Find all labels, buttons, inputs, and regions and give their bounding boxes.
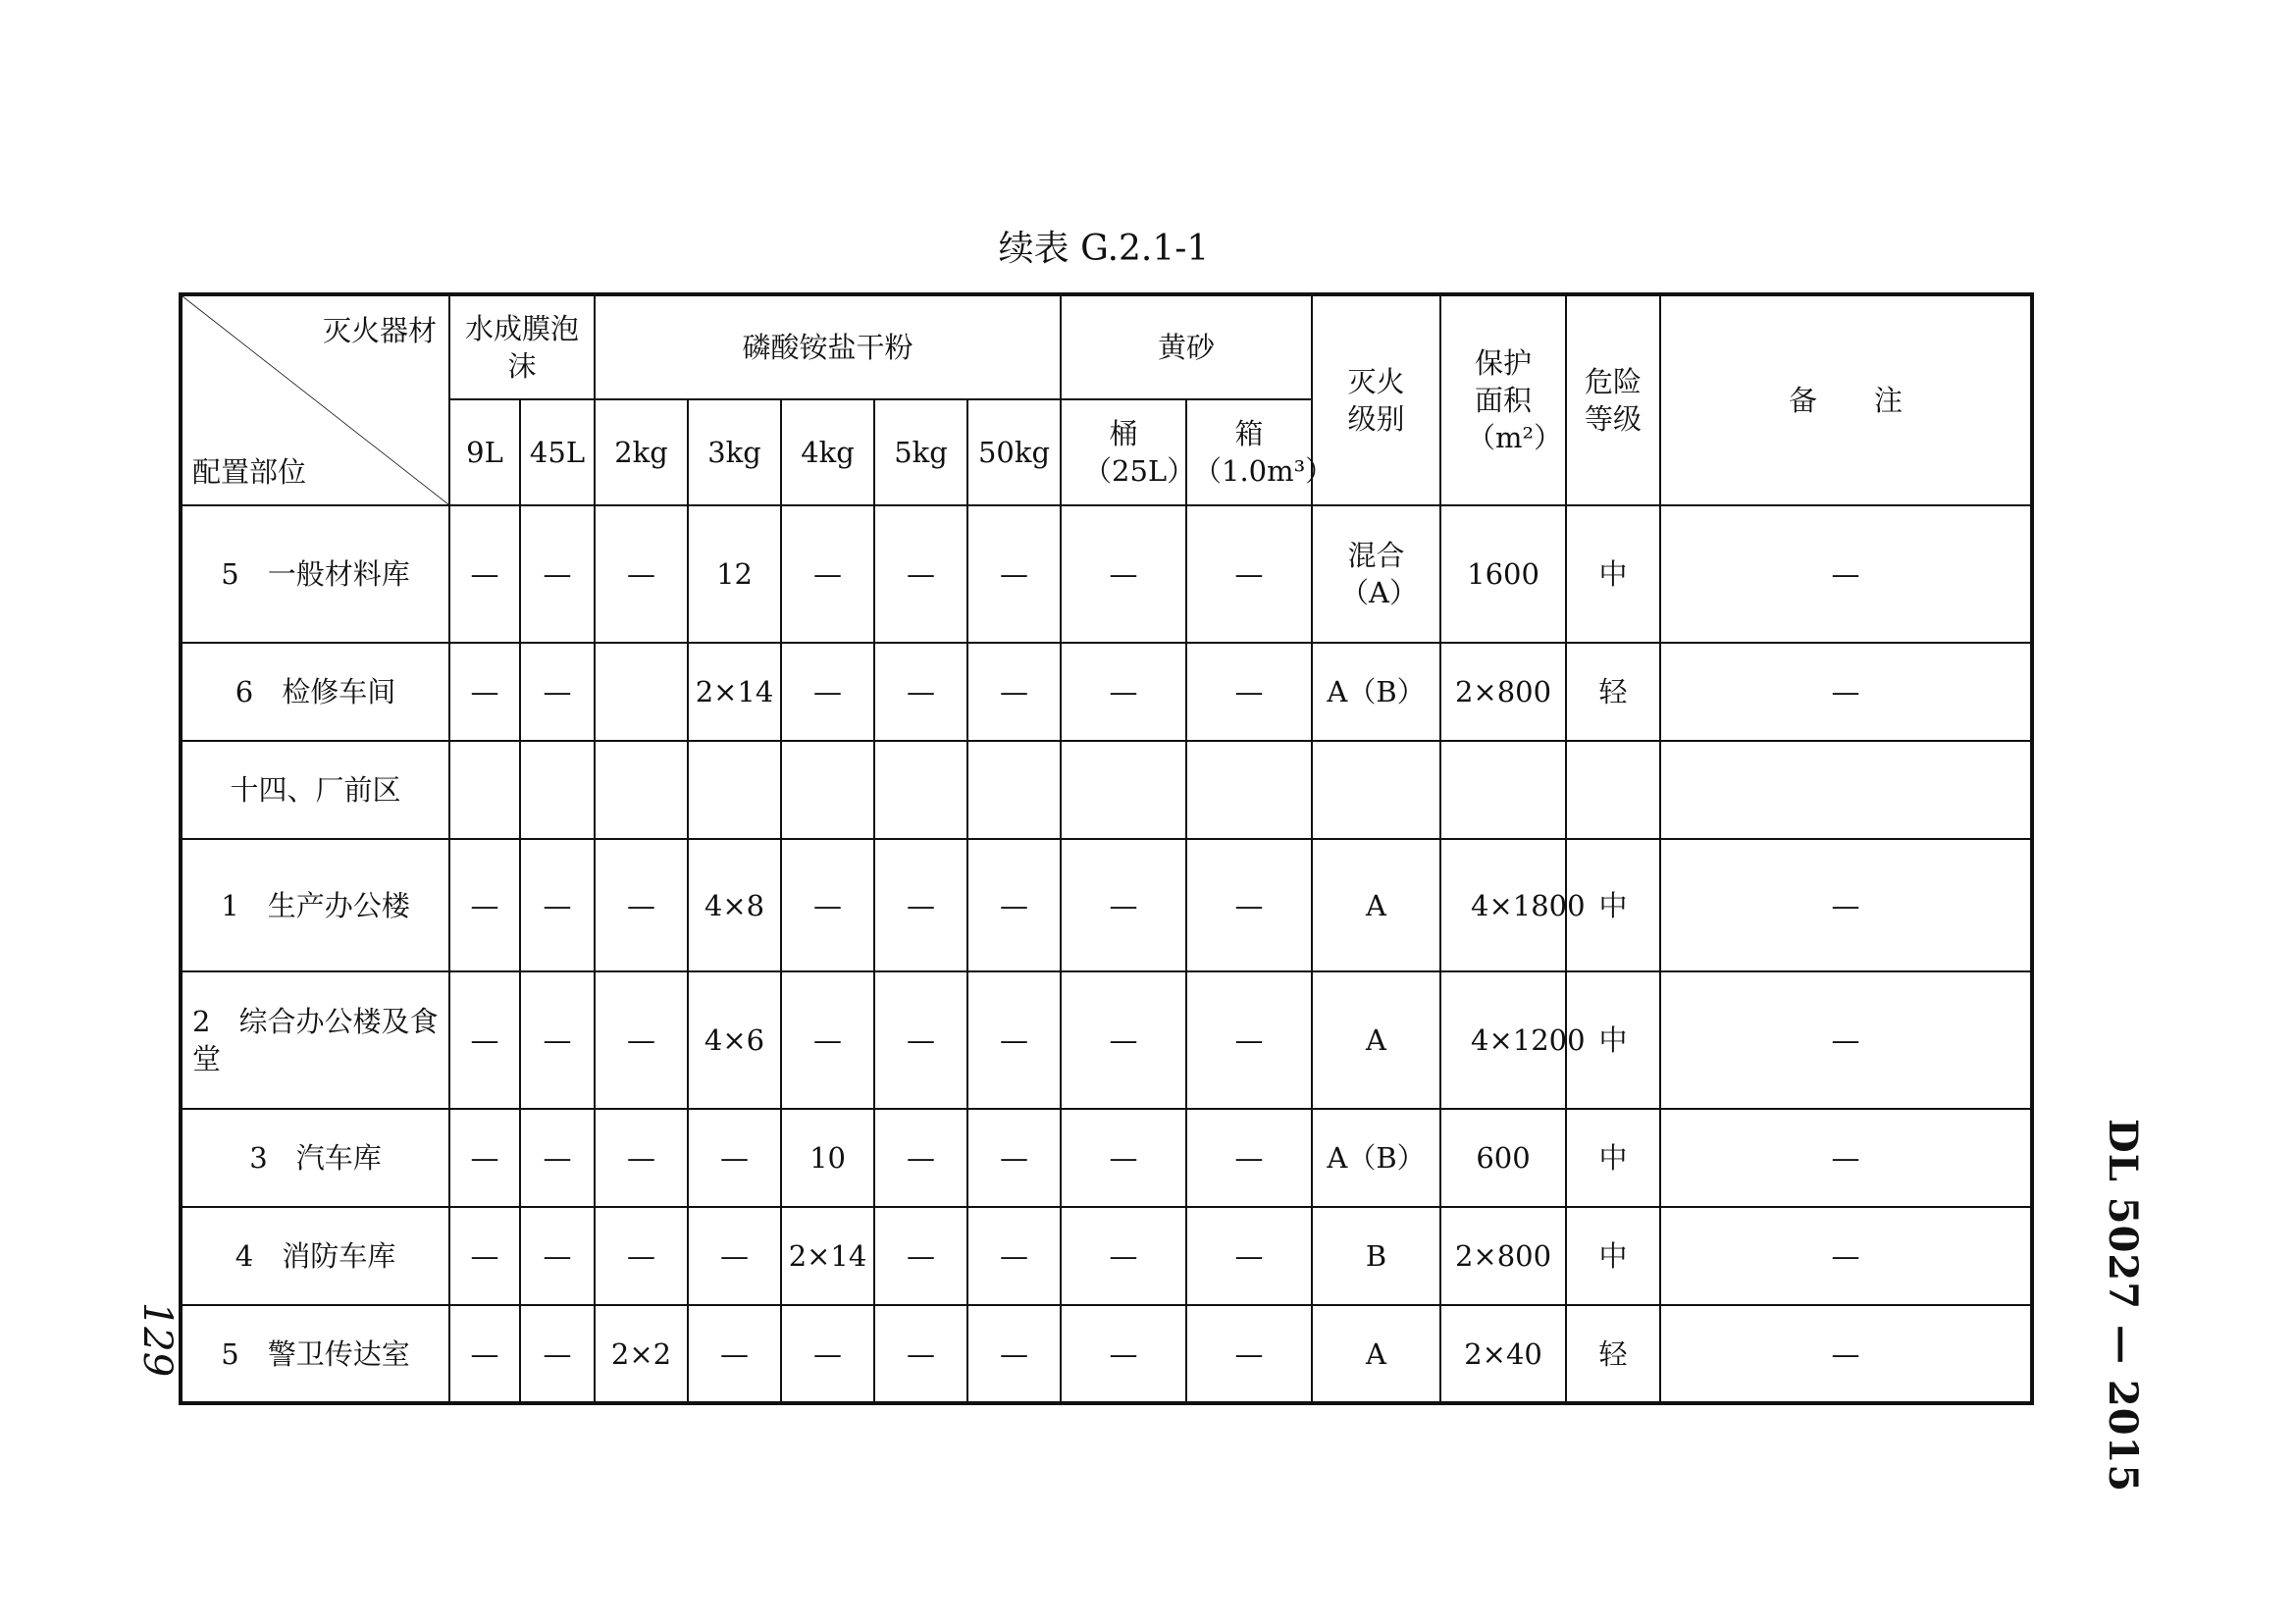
- empty-cell: [874, 741, 967, 839]
- data-cell: —: [781, 505, 874, 643]
- data-cell: —: [688, 1109, 781, 1207]
- data-cell: 2×2: [595, 1305, 688, 1403]
- data-cell: —: [1186, 505, 1312, 643]
- empty-cell: [688, 741, 781, 839]
- data-cell: —: [1186, 971, 1312, 1109]
- fire-class-cell: 混合（A）: [1312, 505, 1440, 643]
- header-area: 保护面积（m²）: [1440, 294, 1566, 505]
- header-remarks: 备 注: [1660, 294, 2032, 505]
- area-cell: 4×1200: [1440, 971, 1566, 1109]
- table-row: [181, 1109, 2032, 1207]
- data-cell: —: [1061, 1207, 1186, 1305]
- empty-cell: [1566, 741, 1660, 839]
- data-cell: —: [1061, 971, 1186, 1109]
- subheader-cell: 45L: [520, 399, 595, 505]
- data-cell: —: [1186, 643, 1312, 741]
- subheader-cell: 4kg: [781, 399, 874, 505]
- data-cell: 2×14: [688, 643, 781, 741]
- data-cell: —: [595, 1109, 688, 1207]
- header-hazard: 危险等级: [1566, 294, 1660, 505]
- table-row: [181, 1305, 2032, 1403]
- fire-extinguisher-table: [179, 292, 2034, 1405]
- location-cell: 3 汽车库: [181, 1109, 449, 1207]
- page-number: 129: [134, 1301, 181, 1378]
- data-cell: —: [1061, 839, 1186, 971]
- data-cell: 10: [781, 1109, 874, 1207]
- data-cell: —: [449, 505, 520, 643]
- empty-cell: [967, 741, 1061, 839]
- data-cell: —: [449, 1207, 520, 1305]
- empty-cell: [1660, 741, 2032, 839]
- data-cell: —: [595, 839, 688, 971]
- empty-cell: [1440, 741, 1566, 839]
- data-cell: —: [688, 1207, 781, 1305]
- fire-class-cell: A（B）: [1312, 1109, 1440, 1207]
- location-cell: 4 消防车库: [181, 1207, 449, 1305]
- data-cell: —: [449, 1109, 520, 1207]
- empty-cell: [781, 741, 874, 839]
- data-cell: —: [967, 1109, 1061, 1207]
- fire-class-cell: B: [1312, 1207, 1440, 1305]
- subheader-cell: 桶（25L）: [1061, 399, 1186, 505]
- data-cell: —: [967, 971, 1061, 1109]
- fire-class-cell: A: [1312, 971, 1440, 1109]
- table-row: [181, 839, 2032, 971]
- section-row: [181, 741, 2032, 839]
- data-cell: —: [1061, 505, 1186, 643]
- data-cell: —: [595, 505, 688, 643]
- remark-cell: —: [1660, 971, 2032, 1109]
- subheader-cell: 50kg: [967, 399, 1061, 505]
- remark-cell: —: [1660, 1207, 2032, 1305]
- area-cell: 2×800: [1440, 643, 1566, 741]
- data-cell: —: [874, 1207, 967, 1305]
- subheader-cell: 箱（1.0m³）: [1186, 399, 1312, 505]
- remark-cell: —: [1660, 1305, 2032, 1403]
- empty-cell: [1061, 741, 1186, 839]
- remark-cell: —: [1660, 643, 2032, 741]
- data-cell: —: [595, 971, 688, 1109]
- data-cell: —: [520, 1109, 595, 1207]
- data-cell: —: [874, 839, 967, 971]
- data-cell: —: [781, 839, 874, 971]
- hazard-cell: 中: [1566, 1109, 1660, 1207]
- hazard-cell: 中: [1566, 1207, 1660, 1305]
- subheader-cell: 3kg: [688, 399, 781, 505]
- data-cell: 2×14: [781, 1207, 874, 1305]
- header-fire-class: 灭火级别: [1312, 294, 1440, 505]
- table-row: [181, 643, 2032, 741]
- data-cell: —: [874, 643, 967, 741]
- data-cell: —: [874, 1109, 967, 1207]
- empty-cell: [1186, 741, 1312, 839]
- standard-code-label: DL 5027 — 2015: [2100, 1119, 2146, 1493]
- data-cell: —: [1186, 839, 1312, 971]
- remark-cell: —: [1660, 1109, 2032, 1207]
- data-cell: —: [449, 971, 520, 1109]
- header-foam: 水成膜泡沫: [449, 294, 595, 399]
- data-cell: —: [520, 1207, 595, 1305]
- data-cell: —: [1186, 1207, 1312, 1305]
- data-cell: —: [967, 643, 1061, 741]
- area-cell: 1600: [1440, 505, 1566, 643]
- remark-cell: —: [1660, 505, 2032, 643]
- data-cell: —: [967, 505, 1061, 643]
- data-cell: —: [449, 839, 520, 971]
- data-cell: —: [781, 971, 874, 1109]
- data-cell: —: [967, 839, 1061, 971]
- hazard-cell: 轻: [1566, 643, 1660, 741]
- data-cell: 4×8: [688, 839, 781, 971]
- area-cell: 2×40: [1440, 1305, 1566, 1403]
- data-cell: —: [1186, 1305, 1312, 1403]
- data-cell: —: [874, 971, 967, 1109]
- empty-cell: [449, 741, 520, 839]
- hazard-cell: 中: [1566, 505, 1660, 643]
- subheader-cell: 9L: [449, 399, 520, 505]
- section-label: 十四、厂前区: [181, 741, 449, 839]
- table-caption: 续表 G.2.1-1: [998, 229, 1210, 269]
- empty-cell: [520, 741, 595, 839]
- table-row: [181, 971, 2032, 1109]
- empty-cell: [1312, 741, 1440, 839]
- data-cell: 4×6: [688, 971, 781, 1109]
- data-cell: —: [595, 1207, 688, 1305]
- data-cell: —: [1061, 1305, 1186, 1403]
- data-cell: —: [1186, 1109, 1312, 1207]
- corner-bottom-label: 配置部位: [192, 455, 307, 489]
- remark-cell: —: [1660, 839, 2032, 971]
- area-cell: 600: [1440, 1109, 1566, 1207]
- area-cell: 4×1800: [1440, 839, 1566, 971]
- subheader-cell: 5kg: [874, 399, 967, 505]
- area-cell: 2×800: [1440, 1207, 1566, 1305]
- data-cell: —: [781, 1305, 874, 1403]
- data-cell: —: [1061, 643, 1186, 741]
- hazard-cell: 中: [1566, 971, 1660, 1109]
- data-cell: —: [520, 839, 595, 971]
- table-row: [181, 505, 2032, 643]
- header-sand: 黄砂: [1061, 294, 1312, 399]
- empty-cell: [595, 741, 688, 839]
- corner-top-label: 灭火器材: [322, 314, 437, 347]
- data-cell: —: [520, 1305, 595, 1403]
- data-cell: —: [520, 971, 595, 1109]
- data-cell: —: [520, 505, 595, 643]
- hazard-cell: 轻: [1566, 1305, 1660, 1403]
- location-cell: 2 综合办公楼及食堂: [181, 971, 449, 1109]
- subheader-cell: 2kg: [595, 399, 688, 505]
- header-powder: 磷酸铵盐干粉: [595, 294, 1061, 399]
- location-cell: 1 生产办公楼: [181, 839, 449, 971]
- fire-class-cell: A（B）: [1312, 643, 1440, 741]
- data-cell: [595, 643, 688, 741]
- data-cell: —: [449, 1305, 520, 1403]
- data-cell: —: [1061, 1109, 1186, 1207]
- fire-class-cell: A: [1312, 1305, 1440, 1403]
- data-cell: —: [449, 643, 520, 741]
- hazard-cell: 中: [1566, 839, 1660, 971]
- data-cell: —: [874, 1305, 967, 1403]
- data-cell: —: [781, 643, 874, 741]
- data-cell: —: [688, 1305, 781, 1403]
- location-cell: 5 警卫传达室: [181, 1305, 449, 1403]
- location-cell: 5 一般材料库: [181, 505, 449, 643]
- data-cell: —: [520, 643, 595, 741]
- data-cell: —: [874, 505, 967, 643]
- data-cell: 12: [688, 505, 781, 643]
- data-cell: —: [967, 1305, 1061, 1403]
- header-corner: [181, 294, 449, 505]
- fire-class-cell: A: [1312, 839, 1440, 971]
- location-cell: 6 检修车间: [181, 643, 449, 741]
- data-cell: —: [967, 1207, 1061, 1305]
- table-row: [181, 1207, 2032, 1305]
